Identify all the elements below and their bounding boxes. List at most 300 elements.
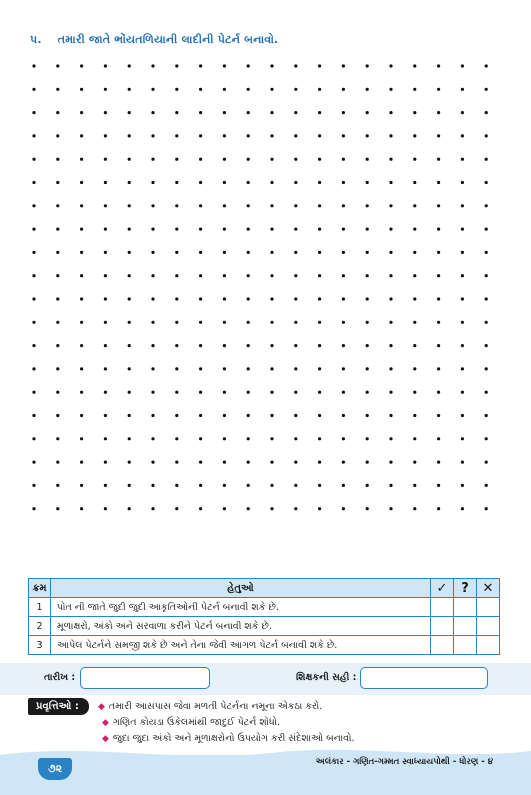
grid-dot [151,414,154,417]
grid-dot [485,414,488,417]
row-index: 3 [29,636,51,655]
grid-dot [80,134,83,137]
grid-dot [389,484,392,487]
grid-dot [413,461,416,464]
grid-dot [270,461,273,464]
question-cell[interactable] [454,617,477,636]
grid-dot [485,158,488,161]
activity-item: ◆ જુદા જુદા અંકો અને મૂળાક્ષરોનો ઉપયોગ કરી સંદેશાઓ બનાવો. [102,733,355,744]
grid-dot [318,251,321,254]
grid-dot [175,64,178,67]
row-objective: પોત ની જાતે જુદી જુદી આકૃતિઓની પેટર્ન બનાવી શકે છે. [51,598,431,617]
grid-dot [104,228,107,231]
grid-dot [437,344,440,347]
diamond-bullet-icon: ◆ [102,718,109,728]
grid-dot [485,274,488,277]
grid-dot [104,461,107,464]
grid-dot [318,414,321,417]
grid-dot [270,507,273,510]
grid-dot [437,414,440,417]
grid-dot [223,414,226,417]
grid-dot [366,88,369,91]
grid-dot [437,274,440,277]
grid-dot [389,321,392,324]
grid-dot [270,204,273,207]
cross-cell[interactable] [477,636,500,655]
grid-dot [175,228,178,231]
grid-dot [437,297,440,300]
grid-dot [389,134,392,137]
grid-dot [413,228,416,231]
grid-dot [342,391,345,394]
grid-dot [318,64,321,67]
grid-dot [104,64,107,67]
grid-dot [342,134,345,137]
grid-dot [342,367,345,370]
grid-dot [437,64,440,67]
grid-dot [294,158,297,161]
grid-dot [104,437,107,440]
grid-dot [128,158,131,161]
grid-dot [366,181,369,184]
grid-dot [80,391,83,394]
grid-dot [294,321,297,324]
grid-dot [128,507,131,510]
date-field[interactable] [80,667,210,689]
grid-dot [247,484,250,487]
grid-dot [294,367,297,370]
grid-dot [199,88,202,91]
grid-dot [461,484,464,487]
grid-dot [80,507,83,510]
grid-dot [389,461,392,464]
grid-dot [247,88,250,91]
grid-dot [342,111,345,114]
grid-dot [128,391,131,394]
grid-dot [175,344,178,347]
grid-dot [342,181,345,184]
grid-dot [437,321,440,324]
grid-dot [199,228,202,231]
grid-dot [199,321,202,324]
grid-dot [270,321,273,324]
grid-dot [80,274,83,277]
grid-dot [199,507,202,510]
grid-dot [270,437,273,440]
grid-dot [437,507,440,510]
grid-dot [199,344,202,347]
grid-dot [437,111,440,114]
grid-dot [389,88,392,91]
header-question-icon: ? [454,579,477,598]
grid-dot [389,181,392,184]
criteria-header-row [29,579,500,598]
check-cell[interactable] [431,598,454,617]
grid-dot [294,414,297,417]
grid-dot [389,64,392,67]
grid-dot [56,134,59,137]
grid-dot [485,134,488,137]
grid-dot [128,297,131,300]
grid-dot [318,181,321,184]
cross-cell[interactable] [477,617,500,636]
grid-dot [485,204,488,207]
grid-dot [128,321,131,324]
grid-dot [151,158,154,161]
grid-dot [32,88,35,91]
grid-dot [294,204,297,207]
grid-dot [461,414,464,417]
criteria-row [29,598,500,617]
grid-dot [485,367,488,370]
grid-dot [389,507,392,510]
grid-dot [151,507,154,510]
grid-dot [32,484,35,487]
grid-dot [80,228,83,231]
grid-dot [461,251,464,254]
grid-dot [318,274,321,277]
grid-dot [318,437,321,440]
grid-dot [247,414,250,417]
grid-dot [151,134,154,137]
grid-dot [128,204,131,207]
grid-dot [175,274,178,277]
grid-dot [366,414,369,417]
grid-dot [104,391,107,394]
diamond-bullet-icon: ◆ [98,702,105,712]
grid-dot [247,228,250,231]
grid-dot [56,228,59,231]
grid-dot [270,181,273,184]
grid-dot [485,507,488,510]
grid-dot [461,64,464,67]
grid-dot [104,88,107,91]
grid-dot [461,297,464,300]
grid-dot [80,297,83,300]
grid-dot [413,134,416,137]
grid-dot [175,484,178,487]
grid-dot [437,158,440,161]
grid-dot [104,134,107,137]
grid-dot [270,88,273,91]
grid-dot [485,297,488,300]
grid-dot [413,321,416,324]
grid-dot [175,134,178,137]
grid-dot [175,111,178,114]
grid-dot [294,484,297,487]
grid-dot [485,88,488,91]
grid-dot [270,367,273,370]
grid-dot [318,158,321,161]
grid-dot [342,437,345,440]
grid-dot [223,437,226,440]
question-cell[interactable] [454,636,477,655]
page-number: ૭૨ [38,758,72,780]
grid-dot [104,111,107,114]
grid-dot [175,367,178,370]
grid-dot [389,228,392,231]
grid-dot [32,251,35,254]
grid-dot [342,228,345,231]
dot-grid[interactable] [30,62,500,522]
grid-dot [461,391,464,394]
grid-dot [413,158,416,161]
grid-dot [80,461,83,464]
question-text: તમારી જાતે ભોંયતળિયાની લાદીની પેટર્ન બનાવો. [57,33,279,46]
grid-dot [389,414,392,417]
grid-dot [151,64,154,67]
grid-dot [247,367,250,370]
grid-dot [485,111,488,114]
grid-dot [413,367,416,370]
grid-dot [461,88,464,91]
grid-dot [199,64,202,67]
grid-dot [389,158,392,161]
grid-dot [128,181,131,184]
grid-dot [294,228,297,231]
grid-dot [294,507,297,510]
grid-dot [247,344,250,347]
criteria-row [29,636,500,655]
grid-dot [223,134,226,137]
grid-dot [56,251,59,254]
grid-dot [223,321,226,324]
grid-dot [366,321,369,324]
book-title: અલંકાર - ગણિત-ગમ્મત સ્વાધ્યાયપોથી - ધોરણ - ૪ [315,757,493,767]
grid-dot [389,344,392,347]
grid-dot [485,437,488,440]
grid-dot [270,414,273,417]
grid-dot [342,344,345,347]
grid-dot [80,64,83,67]
diamond-bullet-icon: ◆ [102,734,109,744]
grid-dot [247,134,250,137]
grid-dot [56,344,59,347]
grid-dot [270,391,273,394]
grid-dot [104,297,107,300]
grid-dot [128,251,131,254]
grid-dot [80,484,83,487]
grid-dot [413,204,416,207]
grid-dot [366,461,369,464]
grid-dot [366,507,369,510]
grid-dot [294,251,297,254]
question-cell[interactable] [454,598,477,617]
grid-dot [413,64,416,67]
grid-dot [199,134,202,137]
grid-dot [80,158,83,161]
grid-dot [247,111,250,114]
grid-dot [223,274,226,277]
grid-dot [56,507,59,510]
grid-dot [247,158,250,161]
grid-dot [32,437,35,440]
row-index: 2 [29,617,51,636]
grid-dot [461,228,464,231]
grid-dot [128,461,131,464]
grid-dot [294,391,297,394]
grid-dot [413,274,416,277]
check-cell[interactable] [431,617,454,636]
question-number: પ. [30,33,42,46]
grid-dot [342,461,345,464]
grid-dot [342,204,345,207]
grid-dot [366,274,369,277]
grid-dot [80,181,83,184]
grid-dot [342,158,345,161]
grid-dot [342,64,345,67]
grid-dot [461,158,464,161]
grid-dot [151,181,154,184]
grid-dot [294,134,297,137]
criteria-table [28,578,500,655]
grid-dot [366,297,369,300]
grid-dot [128,344,131,347]
grid-dot [294,88,297,91]
grid-dot [56,64,59,67]
grid-dot [485,64,488,67]
grid-dot [80,367,83,370]
grid-dot [294,64,297,67]
activities-tag: પ્રવૃત્તિઓ : [28,698,89,715]
grid-dot [32,367,35,370]
check-cell[interactable] [431,636,454,655]
grid-dot [32,134,35,137]
grid-dot [366,484,369,487]
grid-dot [247,64,250,67]
grid-dot [318,484,321,487]
grid-dot [270,228,273,231]
grid-dot [56,414,59,417]
grid-dot [151,204,154,207]
grid-dot [342,414,345,417]
grid-dot [389,251,392,254]
grid-dot [80,344,83,347]
grid-dot [437,228,440,231]
grid-dot [104,484,107,487]
grid-dot [413,181,416,184]
grid-dot [270,344,273,347]
grid-dot [32,111,35,114]
grid-dot [32,344,35,347]
grid-dot [199,181,202,184]
grid-dot [56,367,59,370]
question-heading [30,33,278,47]
grid-dot [294,297,297,300]
grid-dot [461,437,464,440]
grid-dot [223,367,226,370]
grid-dot [366,111,369,114]
grid-dot [32,274,35,277]
grid-dot [485,461,488,464]
grid-dot [32,158,35,161]
grid-dot [247,321,250,324]
grid-dot [485,251,488,254]
grid-dot [151,111,154,114]
grid-dot [389,297,392,300]
cross-cell[interactable] [477,598,500,617]
row-index: 1 [29,598,51,617]
grid-dot [32,204,35,207]
grid-dot [485,391,488,394]
grid-dot [461,344,464,347]
grid-dot [461,507,464,510]
grid-dot [247,507,250,510]
grid-dot [270,158,273,161]
grid-dot [413,88,416,91]
grid-dot [247,437,250,440]
grid-dot [366,344,369,347]
header-objectives: હેતુઓ [51,579,431,598]
grid-dot [437,484,440,487]
grid-dot [175,181,178,184]
grid-dot [175,321,178,324]
grid-dot [223,228,226,231]
grid-dot [199,484,202,487]
grid-dot [151,297,154,300]
grid-dot [56,321,59,324]
grid-dot [104,344,107,347]
signature-row [0,663,531,695]
grid-dot [104,181,107,184]
activities-list [98,699,354,747]
criteria-row [29,617,500,636]
grid-dot [318,88,321,91]
grid-dot [294,181,297,184]
grid-dot [80,437,83,440]
grid-dot [294,111,297,114]
grid-dot [366,158,369,161]
grid-dot [389,204,392,207]
grid-dot [437,181,440,184]
grid-dot [199,297,202,300]
grid-dot [151,367,154,370]
grid-dot [461,274,464,277]
grid-dot [437,251,440,254]
grid-dot [104,251,107,254]
grid-dot [247,181,250,184]
activity-item: ◆ તમારી આસપાસ જેવા મળતી પેટર્નના નમૂના એકઠા કરો. [98,701,323,712]
grid-dot [128,437,131,440]
grid-dot [223,111,226,114]
grid-dot [247,391,250,394]
grid-dot [389,367,392,370]
grid-dot [104,158,107,161]
grid-dot [56,88,59,91]
grid-dot [437,437,440,440]
grid-dot [247,274,250,277]
grid-dot [437,88,440,91]
grid-dot [270,134,273,137]
grid-dot [461,461,464,464]
teacher-signature-label: શિક્ષકની સહી : [296,672,357,683]
grid-dot [223,204,226,207]
grid-dot [56,158,59,161]
grid-dot [56,297,59,300]
grid-dot [104,507,107,510]
grid-dot [413,414,416,417]
date-label: તારીખ : [44,672,76,683]
grid-dot [270,297,273,300]
grid-dot [128,484,131,487]
grid-dot [175,507,178,510]
grid-dot [128,367,131,370]
teacher-signature-field[interactable] [360,667,488,689]
grid-dot [223,64,226,67]
grid-dot [56,111,59,114]
grid-dot [199,204,202,207]
grid-dot [104,274,107,277]
